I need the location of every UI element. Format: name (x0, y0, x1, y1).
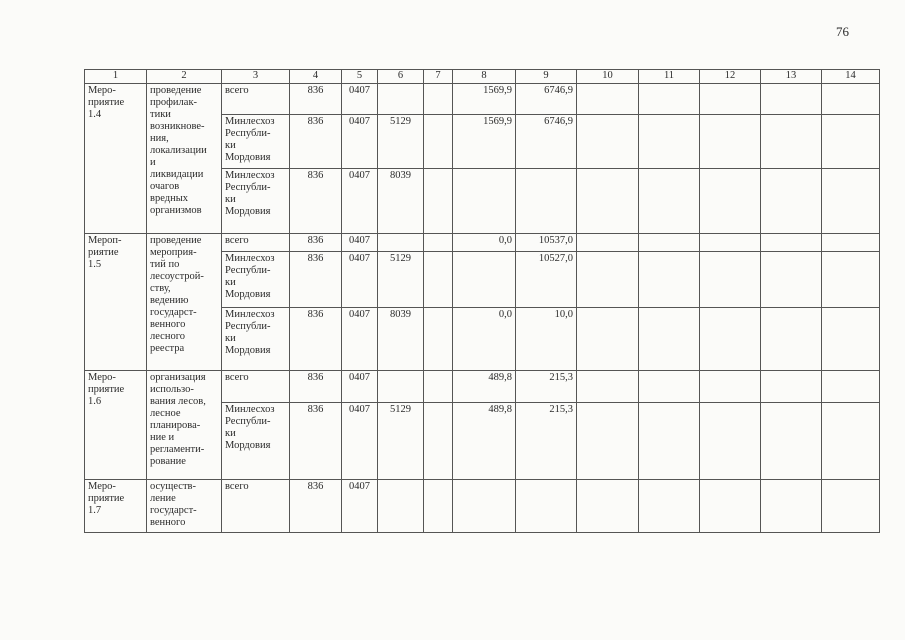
value-col11-cell (639, 115, 700, 169)
code-rzpr-cell: 0407 (342, 234, 378, 252)
code-csr-cell: 8039 (378, 308, 424, 371)
code-rzpr-cell: 0407 (342, 115, 378, 169)
column-number-4: 4 (290, 70, 342, 84)
value-col11-cell (639, 371, 700, 403)
code-rzpr-cell: 0407 (342, 403, 378, 480)
value-col8-cell: 489,8 (453, 371, 516, 403)
value-col8-cell (453, 480, 516, 533)
value-col9-cell: 215,3 (516, 371, 577, 403)
executor-cell: Минлесхоз Республи- ки Мордовия (222, 308, 290, 371)
executor-cell: Минлесхоз Республи- ки Мордовия (222, 169, 290, 234)
value-col10-cell (577, 403, 639, 480)
value-col12-cell (700, 480, 761, 533)
column-number-3: 3 (222, 70, 290, 84)
value-col9-cell: 10527,0 (516, 252, 577, 308)
code-grbs-cell: 836 (290, 308, 342, 371)
value-col12-cell (700, 308, 761, 371)
code-grbs-cell: 836 (290, 234, 342, 252)
event-cell: Меро- приятие 1.4 (85, 84, 147, 234)
table-row (85, 84, 880, 115)
value-col13-cell (761, 403, 822, 480)
value-col8-cell (453, 252, 516, 308)
table-body (85, 84, 880, 533)
code-csr-cell: 5129 (378, 403, 424, 480)
value-col11-cell (639, 480, 700, 533)
code-vr-cell (424, 115, 453, 169)
code-vr-cell (424, 252, 453, 308)
description-cell: организация использо- вания лесов, лесное планирова- ние и регламенти- рование (147, 371, 222, 480)
value-col14-cell (822, 308, 880, 371)
executor-cell: всего (222, 234, 290, 252)
value-col9-cell: 10,0 (516, 308, 577, 371)
code-grbs-cell: 836 (290, 252, 342, 308)
value-col10-cell (577, 480, 639, 533)
column-number-2: 2 (147, 70, 222, 84)
event-cell: Меро- приятие 1.7 (85, 480, 147, 533)
value-col9-cell: 6746,9 (516, 115, 577, 169)
value-col11-cell (639, 169, 700, 234)
code-grbs-cell: 836 (290, 480, 342, 533)
value-col13-cell (761, 169, 822, 234)
value-col11-cell (639, 403, 700, 480)
value-col8-cell: 0,0 (453, 308, 516, 371)
value-col14-cell (822, 371, 880, 403)
executor-cell: Минлесхоз Республи- ки Мордовия (222, 403, 290, 480)
code-vr-cell (424, 371, 453, 403)
code-csr-cell (378, 84, 424, 115)
code-grbs-cell: 836 (290, 84, 342, 115)
code-grbs-cell: 836 (290, 371, 342, 403)
column-number-10: 10 (577, 70, 639, 84)
value-col14-cell (822, 234, 880, 252)
code-grbs-cell: 836 (290, 403, 342, 480)
value-col9-cell: 6746,9 (516, 84, 577, 115)
value-col11-cell (639, 252, 700, 308)
description-cell: проведение мероприя- тий по лесоустрой- ству, ведению государст- венного лесного реестра (147, 234, 222, 371)
column-number-13: 13 (761, 70, 822, 84)
value-col12-cell (700, 234, 761, 252)
code-csr-cell: 5129 (378, 252, 424, 308)
value-col10-cell (577, 252, 639, 308)
value-col12-cell (700, 169, 761, 234)
value-col10-cell (577, 169, 639, 234)
code-csr-cell (378, 480, 424, 533)
value-col10-cell (577, 234, 639, 252)
value-col14-cell (822, 115, 880, 169)
page-number: 76 (836, 24, 849, 39)
code-vr-cell (424, 84, 453, 115)
value-col14-cell (822, 403, 880, 480)
value-col10-cell (577, 115, 639, 169)
column-number-7: 7 (424, 70, 453, 84)
code-rzpr-cell: 0407 (342, 169, 378, 234)
value-col10-cell (577, 84, 639, 115)
executor-cell: всего (222, 371, 290, 403)
value-col12-cell (700, 252, 761, 308)
code-rzpr-cell: 0407 (342, 371, 378, 403)
description-cell: осуществ- ление государст- венного (147, 480, 222, 533)
column-number-12: 12 (700, 70, 761, 84)
value-col8-cell: 0,0 (453, 234, 516, 252)
budget-table (84, 69, 880, 533)
code-csr-cell (378, 234, 424, 252)
value-col11-cell (639, 84, 700, 115)
code-vr-cell (424, 169, 453, 234)
column-number-1: 1 (85, 70, 147, 84)
value-col14-cell (822, 252, 880, 308)
value-col13-cell (761, 308, 822, 371)
table-row (85, 480, 880, 533)
code-csr-cell (378, 371, 424, 403)
value-col9-cell (516, 480, 577, 533)
value-col12-cell (700, 115, 761, 169)
value-col13-cell (761, 84, 822, 115)
value-col10-cell (577, 308, 639, 371)
executor-cell: Минлесхоз Республи- ки Мордовия (222, 252, 290, 308)
value-col9-cell: 10537,0 (516, 234, 577, 252)
column-number-14: 14 (822, 70, 880, 84)
code-grbs-cell: 836 (290, 169, 342, 234)
value-col8-cell: 1569,9 (453, 84, 516, 115)
code-vr-cell (424, 480, 453, 533)
value-col8-cell: 1569,9 (453, 115, 516, 169)
code-csr-cell: 8039 (378, 169, 424, 234)
column-number-11: 11 (639, 70, 700, 84)
column-number-5: 5 (342, 70, 378, 84)
column-number-6: 6 (378, 70, 424, 84)
value-col14-cell (822, 480, 880, 533)
column-number-row (85, 70, 880, 84)
table-row (85, 234, 880, 252)
event-cell: Меро- приятие 1.6 (85, 371, 147, 480)
value-col12-cell (700, 371, 761, 403)
value-col13-cell (761, 234, 822, 252)
value-col8-cell (453, 169, 516, 234)
value-col12-cell (700, 84, 761, 115)
code-rzpr-cell: 0407 (342, 308, 378, 371)
value-col13-cell (761, 252, 822, 308)
code-rzpr-cell: 0407 (342, 252, 378, 308)
value-col9-cell (516, 169, 577, 234)
value-col9-cell: 215,3 (516, 403, 577, 480)
value-col10-cell (577, 371, 639, 403)
value-col13-cell (761, 371, 822, 403)
column-number-8: 8 (453, 70, 516, 84)
executor-cell: Минлесхоз Республи- ки Мордовия (222, 115, 290, 169)
value-col14-cell (822, 84, 880, 115)
value-col13-cell (761, 115, 822, 169)
code-vr-cell (424, 403, 453, 480)
code-rzpr-cell: 0407 (342, 84, 378, 115)
code-vr-cell (424, 308, 453, 371)
code-rzpr-cell: 0407 (342, 480, 378, 533)
value-col12-cell (700, 403, 761, 480)
value-col11-cell (639, 308, 700, 371)
value-col11-cell (639, 234, 700, 252)
value-col13-cell (761, 480, 822, 533)
value-col8-cell: 489,8 (453, 403, 516, 480)
table-row (85, 371, 880, 403)
code-csr-cell: 5129 (378, 115, 424, 169)
code-grbs-cell: 836 (290, 115, 342, 169)
event-cell: Мероп- риятие 1.5 (85, 234, 147, 371)
code-vr-cell (424, 234, 453, 252)
value-col14-cell (822, 169, 880, 234)
executor-cell: всего (222, 480, 290, 533)
description-cell: проведение профилак- тики возникнове- ния, локализации и ликвидации очагов вредных организмов (147, 84, 222, 234)
column-number-9: 9 (516, 70, 577, 84)
executor-cell: всего (222, 84, 290, 115)
